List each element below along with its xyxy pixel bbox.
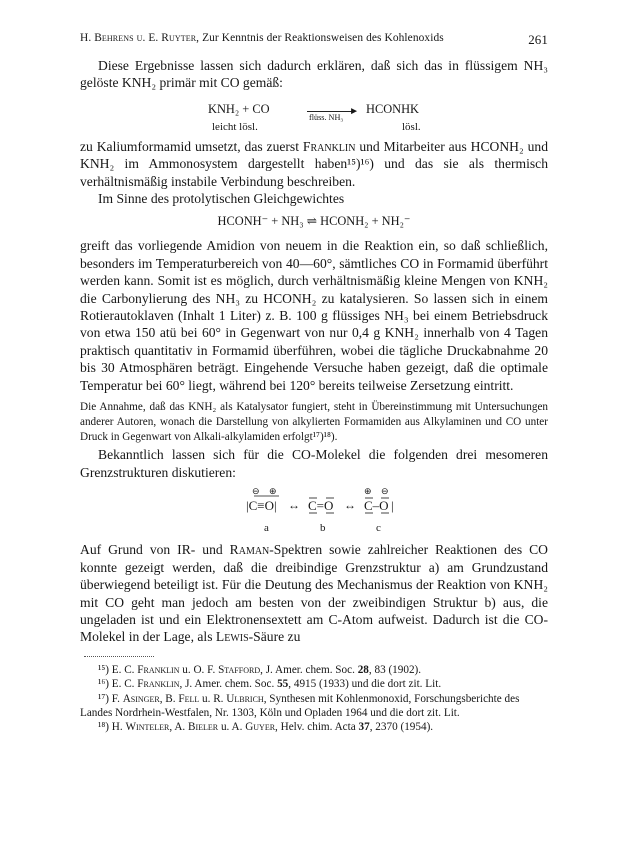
solubility-label-right: lösl. [402, 120, 421, 133]
solubility-label-left: leicht lösl. [212, 120, 258, 133]
footnote-author: Franklin [137, 678, 180, 691]
footnote-17 [80, 692, 548, 721]
paragraph-2-text-b: und Mitarbeiter aus HCONH₂ und KNH₂ im Ammonosystem dargestellt haben¹⁵)¹⁶) und das sie als thermisch verhältnismäßig instabile Verbindung beschreiben. [80, 138, 548, 189]
footnote-text: u. R. [199, 692, 227, 705]
paragraph-6-text-c: -Säure zu [248, 629, 301, 645]
mesomeric-structures [80, 487, 548, 535]
paragraph-6-text-b: -Spektren sowie zahlreicher Reaktionen des CO konnte gezeigt werden, daß die dreibindige Grenzstruktur a) am Grundzustand überwiegend beteiligt ist. Für die Deutung des Mechanismus der Reaktion von KNH₂ mit CO geht man jedoch am besten von der zweibindigen Struktur b) aus, die ungeladen ist und ein Elektronensextett am C-Atom aufweist. Dadurch ist die CO-Molekel in der Lage, als [80, 542, 548, 645]
footnote-text: , Synthesen mit Kohlenmonoxid, Forschungsberichte des Landes Nordrhein-Westfalen, Nr. 1303, Köln und Opladen 1964 und die dort zit. Lit. [80, 692, 520, 719]
author-franklin: Franklin [302, 138, 356, 154]
arrow-condition: flüss. NH₃ [309, 112, 344, 122]
footnote-author: Franklin [137, 663, 180, 676]
structure-c: C–O [364, 498, 389, 514]
charge-c-minus: ⊖ [381, 487, 389, 497]
author-lewis: Lewis [215, 629, 249, 645]
footnote-text: u. A. [218, 721, 246, 734]
footnote-text: , Helv. chim. Acta [275, 721, 359, 734]
charge-a-minus: ⊖ [252, 487, 260, 497]
footnote-text: , 83 (1902). [368, 663, 422, 676]
structure-label-c: c [376, 522, 381, 535]
footnote-text: , 2370 (1954). [369, 721, 434, 734]
footnote-text: , J. Amer. chem. Soc. [179, 678, 278, 691]
footnote-author: Stafford [218, 663, 261, 676]
header-title [80, 32, 444, 48]
structure-c-bar: | [391, 498, 394, 514]
equation-rhs: HCONHK [366, 101, 420, 116]
footnote-author: Asinger [122, 692, 160, 705]
structure-b: C=O [308, 498, 334, 514]
author-raman: Raman [229, 542, 270, 558]
footnote-text: H. [108, 721, 126, 734]
paragraph-3: Im Sinne des protolytischen Gleichgewichtes [98, 191, 345, 207]
footnote-text: , 4915 (1933) und die dort zit. Lit. [288, 678, 442, 691]
structure-a: |C≡O| [246, 498, 277, 514]
paragraph-1: Diese Ergebnisse lassen sich dadurch erklären, daß sich das in flüssigem NH₃ gelöste KNH₂ primär mit CO gemäß: [80, 58, 548, 91]
equation-lhs: KNH₂ + CO [208, 101, 270, 116]
page-number: 261 [528, 32, 548, 47]
footnote-number: ¹⁶) [98, 678, 109, 691]
equation-formamide [80, 102, 548, 138]
footnote-author: Ulbrich [226, 692, 264, 705]
footnote-volume: 28 [357, 663, 369, 676]
footnote-18 [80, 720, 548, 734]
footnote-author: Guyer [245, 721, 276, 734]
structure-label-a: a [264, 522, 269, 535]
resonance-arrow-1: ↔ [288, 498, 300, 513]
paragraph-6-text-a: Auf Grund von IR- und [80, 542, 230, 558]
footnote-number: ¹⁸) [98, 721, 109, 734]
footnote-15 [80, 663, 548, 677]
paragraph-4: greift das vorliegende Amidion von neuem in die Reaktion ein, so daß schließlich, besonders im Temperaturbereich von 40—60°, sämtliches CO in Formamid überführt werden kann. Somit ist es möglich, durch verhältnismäßig kleine Mengen von KNH₂ die Carbonylierung des NH₃ zu HCONH₂ zu katalysieren. So lassen sich in einem Rotierautoklaven (Inhalt 1 Liter) z. B. 100 g flüssiges NH₃ bei einem Betriebsdruck von etwa 150 atü bei 60° in Gegenwart von nur 0,4 g KNH₂ innerhalb von 4 Tagen praktisch quantitativ in Formamid überführen, wobei die tägliche Druckabnahme 20 bis 30 Atmosphären beträgt. Eingehende Versuche haben gezeigt, daß die optimale Temperatur bei 60° liegt, während bei 120° bereits teilweise Zersetzung eintritt. [80, 238, 548, 393]
footnote-text: , B. [159, 692, 179, 705]
footnote-author: Bieler [188, 721, 219, 734]
page [80, 32, 548, 735]
equation-equilibrium: HCONH⁻ + NH₃ ⇌ HCONH₂ + NH₂⁻ [217, 214, 411, 229]
footnote-text: , J. Amer. chem. Soc. [260, 663, 358, 676]
footnote-number: ¹⁷) [98, 692, 109, 705]
header-title-text: , Zur Kenntnis der Reaktionsweisen des Kohlenoxids [196, 32, 444, 44]
footnote-author: Fell [178, 692, 200, 705]
small-print-note: Die Annahme, daß das KNH₂ als Katalysator fungiert, steht in Übereinstimmung mit Untersuchungen anderer Autoren, wonach die Darstellung von alkylierten Formamiden aus Alkylaminen und CO unter Druck in Gegenwart von Alkali-alkylamiden erfolgt¹⁷)¹⁸). [80, 401, 548, 443]
reaction-arrow: ► flüss. NH₃ [309, 105, 359, 122]
charge-c-plus: ⊕ [364, 487, 372, 497]
charge-a-plus: ⊕ [269, 487, 277, 497]
paragraph-6 [80, 541, 548, 645]
footnote-divider [84, 656, 154, 657]
resonance-arrow-2: ↔ [344, 498, 356, 513]
footnote-text: u. O. F. [179, 663, 219, 676]
header-authors: H. Behrens u. E. Ruyter [80, 32, 197, 44]
footnote-text: E. C. [108, 678, 138, 691]
structure-label-b: b [320, 522, 326, 535]
footnote-text: F. [108, 692, 123, 705]
running-header [80, 32, 548, 48]
paragraph-2 [80, 138, 548, 190]
footnote-volume: 55 [277, 678, 289, 691]
footnote-text: E. C. [108, 663, 138, 676]
paragraph-2-text-a: zu Kaliumformamid umsetzt, das zuerst [80, 138, 303, 154]
paragraph-5: Bekanntlich lassen sich für die CO-Molekel die folgenden drei mesomeren Grenzstrukturen diskutieren: [80, 447, 548, 480]
footnote-number: ¹⁵) [98, 663, 109, 676]
footnote-16 [80, 677, 548, 691]
footnote-author: Winteler [125, 721, 170, 734]
footnote-text: , A. [169, 721, 189, 734]
footnote-volume: 37 [358, 721, 370, 734]
